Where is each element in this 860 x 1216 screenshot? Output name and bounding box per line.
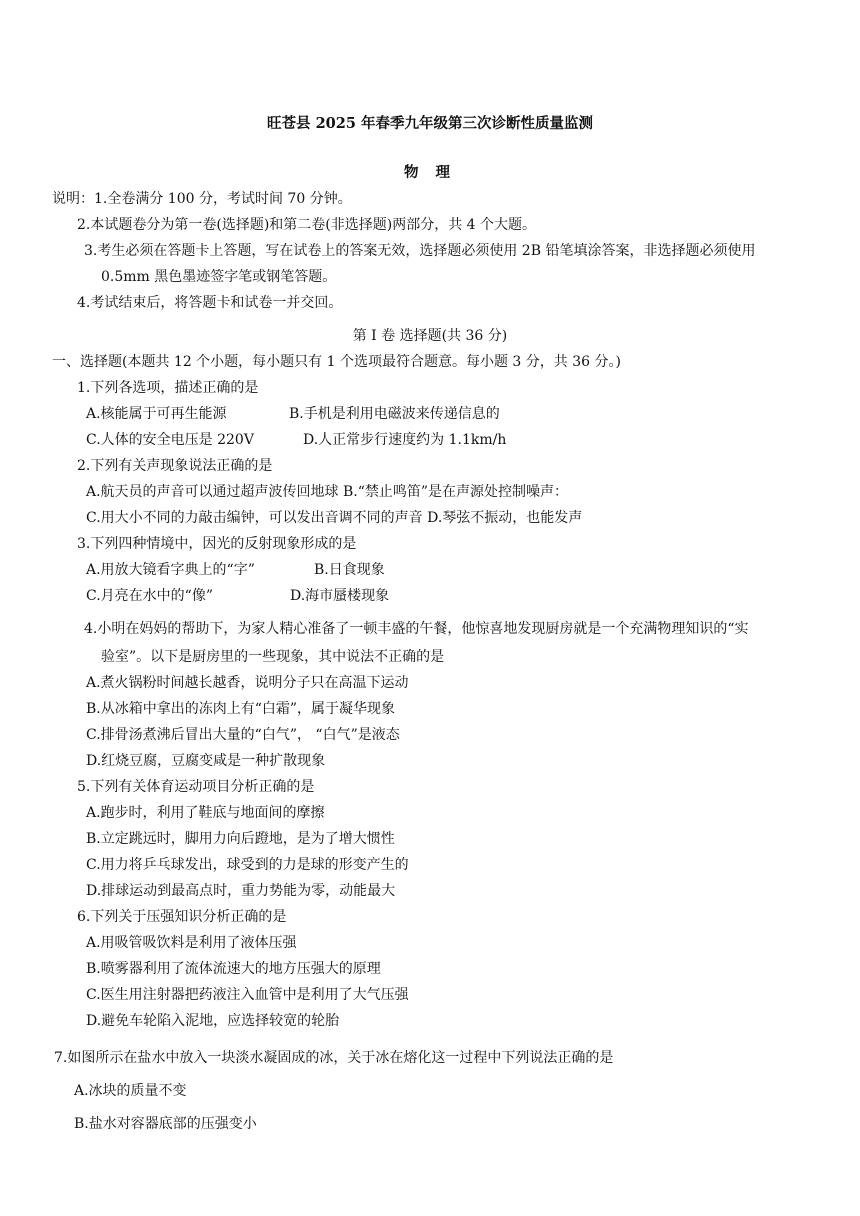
question-4-stem-cont: 验室”。以下是厨房里的一些现象，其中说法不正确的是 <box>101 649 445 665</box>
q4-option-b: B.从冰箱中拿出的冻肉上有“白霜”，属于凝华现象 <box>86 701 396 717</box>
instruction-4: 4.考试结束后，将答题卡和试卷一并交回。 <box>77 295 343 311</box>
question-3-stem: 3.下列四种情境中，因光的反射现象形成的是 <box>77 536 357 552</box>
q1-option-c: C.人体的安全电压是 220V <box>86 432 254 448</box>
instruction-3: 3.考生必须在答题卡上答题，写在试卷上的答案无效，选择题必须使用 2B 铅笔填涂答案，非选择题必须使用 <box>84 243 756 259</box>
q5-option-b: B.立定跳远时，脚用力向后蹬地，是为了增大惯性 <box>86 831 395 847</box>
q6-option-a: A.用吸管吸饮料是利用了液体压强 <box>86 935 297 951</box>
q6-option-d: D.避免车轮陷入泥地，应选择较宽的轮胎 <box>86 1013 340 1029</box>
instruction-3-cont: 0.5mm 黑色墨迹签字笔或钢笔答题。 <box>101 269 337 285</box>
question-5-stem: 5.下列有关体育运动项目分析正确的是 <box>77 779 315 795</box>
q5-option-a: A.跑步时，利用了鞋底与地面间的摩擦 <box>86 805 325 821</box>
q1-option-b: B.手机是利用电磁波来传递信息的 <box>289 406 500 422</box>
q2-options-ab: A.航天员的声音可以通过超声波传回地球 B.“禁止鸣笛”是在声源处控制噪声： <box>86 484 569 500</box>
q3-option-b: B.日食现象 <box>314 562 385 578</box>
q4-option-c: C.排骨汤煮沸后冒出大量的“白气”， “白气”是液态 <box>86 727 400 743</box>
section-heading: 一、选择题(本题共 12 个小题，每小题只有 1 个选项最符合题意。每小题 3 分，共 36 分。) <box>52 354 621 370</box>
instruction-2: 2.本试题卷分为第一卷(选择题)和第二卷(非选择题)两部分，共 4 个大题。 <box>77 217 537 233</box>
question-2-stem: 2.下列有关声现象说法正确的是 <box>77 458 273 474</box>
q3-option-c: C.月亮在水中的“像” <box>86 588 213 604</box>
q7-option-a: A.冰块的质量不变 <box>74 1083 187 1099</box>
question-1-stem: 1.下列各选项，描述正确的是 <box>77 380 259 396</box>
exam-title: 旺苍县 2025 年春季九年级第三次诊断性质量监测 <box>267 115 593 132</box>
q6-option-b: B.喷雾器利用了流体流速大的地方压强大的原理 <box>86 961 381 977</box>
q1-option-d: D.人正常步行速度约为 1.1km/h <box>303 432 507 448</box>
section-title: 第 Ⅰ 卷 选择题(共 36 分) <box>352 328 508 344</box>
q7-option-b: B.盐水对容器底部的压强变小 <box>74 1116 257 1132</box>
q1-option-a: A.核能属于可再生能源 <box>86 406 227 422</box>
q6-option-c: C.医生用注射器把药液注入血管中是利用了大气压强 <box>86 987 409 1003</box>
q2-options-cd: C.用大小不同的力敲击编钟，可以发出音调不同的声音 D.琴弦不振动，也能发声 <box>86 510 583 526</box>
subject-title: 物 理 <box>403 164 457 181</box>
q5-option-c: C.用力将乒乓球发出，球受到的力是球的形变产生的 <box>86 857 409 873</box>
instruction-1: 说明：1.全卷满分 100 分，考试时间 70 分钟。 <box>52 191 352 207</box>
q3-option-a: A.用放大镜看字典上的“字” <box>86 562 255 578</box>
question-4-stem: 4.小明在妈妈的帮助下，为家人精心准备了一顿丰盛的午餐，他惊喜地发现厨房就是一个充满物理知识的“实 <box>84 621 749 637</box>
q4-option-d: D.红烧豆腐，豆腐变咸是一种扩散现象 <box>86 753 326 769</box>
q5-option-d: D.排球运动到最高点时，重力势能为零，动能最大 <box>86 883 396 899</box>
q3-option-d: D.海市蜃楼现象 <box>290 588 390 604</box>
question-7-stem: 7.如图所示在盐水中放入一块淡水凝固成的冰，关于冰在熔化这一过程中下列说法正确的是 <box>54 1050 614 1066</box>
question-6-stem: 6.下列关于压强知识分析正确的是 <box>77 909 287 925</box>
q4-option-a: A.煮火锅粉时间越长越香，说明分子只在高温下运动 <box>86 675 409 691</box>
